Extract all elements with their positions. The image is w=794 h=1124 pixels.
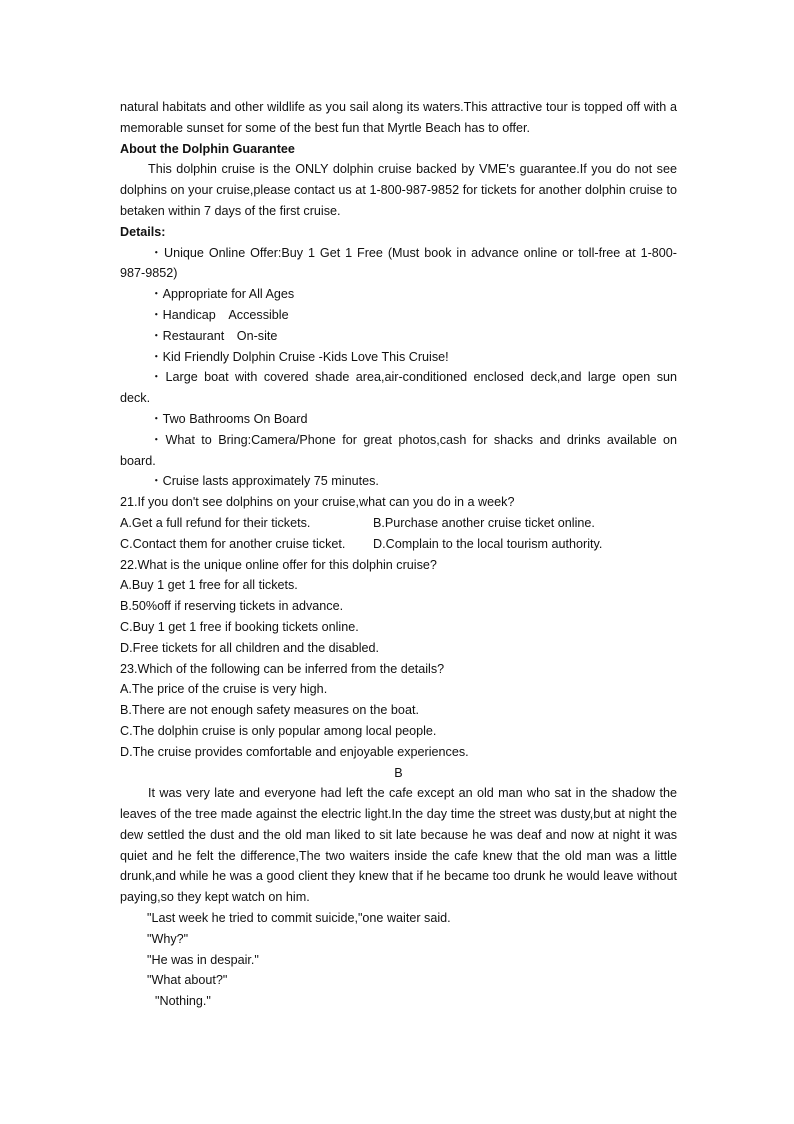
question-21-stem: 21.If you don't see dolphins on your cruise,what can you do in a week? (120, 495, 515, 510)
document-page (120, 97, 677, 1012)
question-21-option-b: B.Purchase another cruise ticket online. (373, 515, 595, 530)
question-21-option-d: D.Complain to the local tourism authority. (373, 536, 603, 551)
dialogue-line: "Nothing." (155, 994, 211, 1009)
question-23-option-c: C.The dolphin cruise is only popular among local people. (120, 723, 437, 738)
question-22-option-a: A.Buy 1 get 1 free for all tickets. (120, 578, 298, 593)
question-23-stem: 23.Which of the following can be inferred from the details? (120, 661, 445, 676)
question-21-option-c: C.Contact them for another cruise ticket. (120, 536, 346, 551)
details-item-restaurant: ・Restaurant On-site (150, 328, 278, 343)
question-21-options-row-2 (120, 534, 677, 555)
question-21-option-a: A.Get a full refund for their tickets. (120, 515, 311, 530)
guarantee-heading: About the Dolphin Guarantee (120, 141, 295, 156)
details-heading: Details: (120, 224, 166, 239)
question-22-option-d: D.Free tickets for all children and the disabled. (120, 640, 380, 655)
dialogue-line: "Why?" (147, 931, 189, 946)
details-item-online-offer: ・Unique Online Offer:Buy 1 Get 1 Free (Must book in advance online or toll-free at 1-800-987-9852) (120, 245, 677, 281)
details-item-large-boat: ・Large boat with covered shade area,air-conditioned enclosed deck,and large open sun deck. (120, 370, 677, 406)
details-item-duration: ・Cruise lasts approximately 75 minutes. (150, 474, 379, 489)
details-item-what-to-bring: ・What to Bring:Camera/Phone for great photos,cash for shacks and drinks available on board. (120, 432, 677, 468)
details-item-bathrooms: ・Two Bathrooms On Board (150, 411, 308, 426)
question-23-option-d: D.The cruise provides comfortable and enjoyable experiences. (120, 744, 469, 759)
question-22-stem: 22.What is the unique online offer for this dolphin cruise? (120, 557, 437, 572)
dialogue-line: "Last week he tried to commit suicide,"one waiter said. (147, 911, 451, 926)
details-item-kid-friendly: ・Kid Friendly Dolphin Cruise -Kids Love This Cruise! (150, 349, 449, 364)
dialogue-line: "What about?" (147, 973, 228, 988)
question-23-option-b: B.There are not enough safety measures on the boat. (120, 703, 419, 718)
guarantee-paragraph: This dolphin cruise is the ONLY dolphin cruise backed by VME's guarantee.If you do not see dolphins on your cruise,please contact us at 1-800-987-9852 for tickets for another dolphin cruise to betaken within 7 days of the first cruise. (120, 162, 677, 218)
question-22-option-b: B.50%off if reserving tickets in advance. (120, 599, 344, 614)
dialogue-line: "He was in despair." (147, 952, 259, 967)
details-item-ages: ・Appropriate for All Ages (150, 287, 295, 302)
intro-paragraph: natural habitats and other wildlife as you sail along its waters.This attractive tour is topped off with a memorable sunset for some of the best fun that Myrtle Beach has to offer. (120, 100, 677, 135)
question-23-option-a: A.The price of the cruise is very high. (120, 682, 328, 697)
section-b-label: B (394, 765, 403, 780)
question-22-option-c: C.Buy 1 get 1 free if booking tickets online. (120, 619, 359, 634)
question-21-options-row-1 (120, 513, 677, 534)
details-item-handicap: ・Handicap Accessible (150, 307, 289, 322)
section-b-paragraph: It was very late and everyone had left the cafe except an old man who sat in the shadow the leaves of the tree made against the electric light.In the day time the street was dusty,but at night the dew settled the dust and the old man liked to sit late because he was deaf and now at night it was quiet and he felt the difference,The two waiters inside the cafe knew that the old man was a little drunk,and while he was a good client they knew that if he became too drunk he would leave without paying,so they kept watch on him. (120, 786, 677, 905)
